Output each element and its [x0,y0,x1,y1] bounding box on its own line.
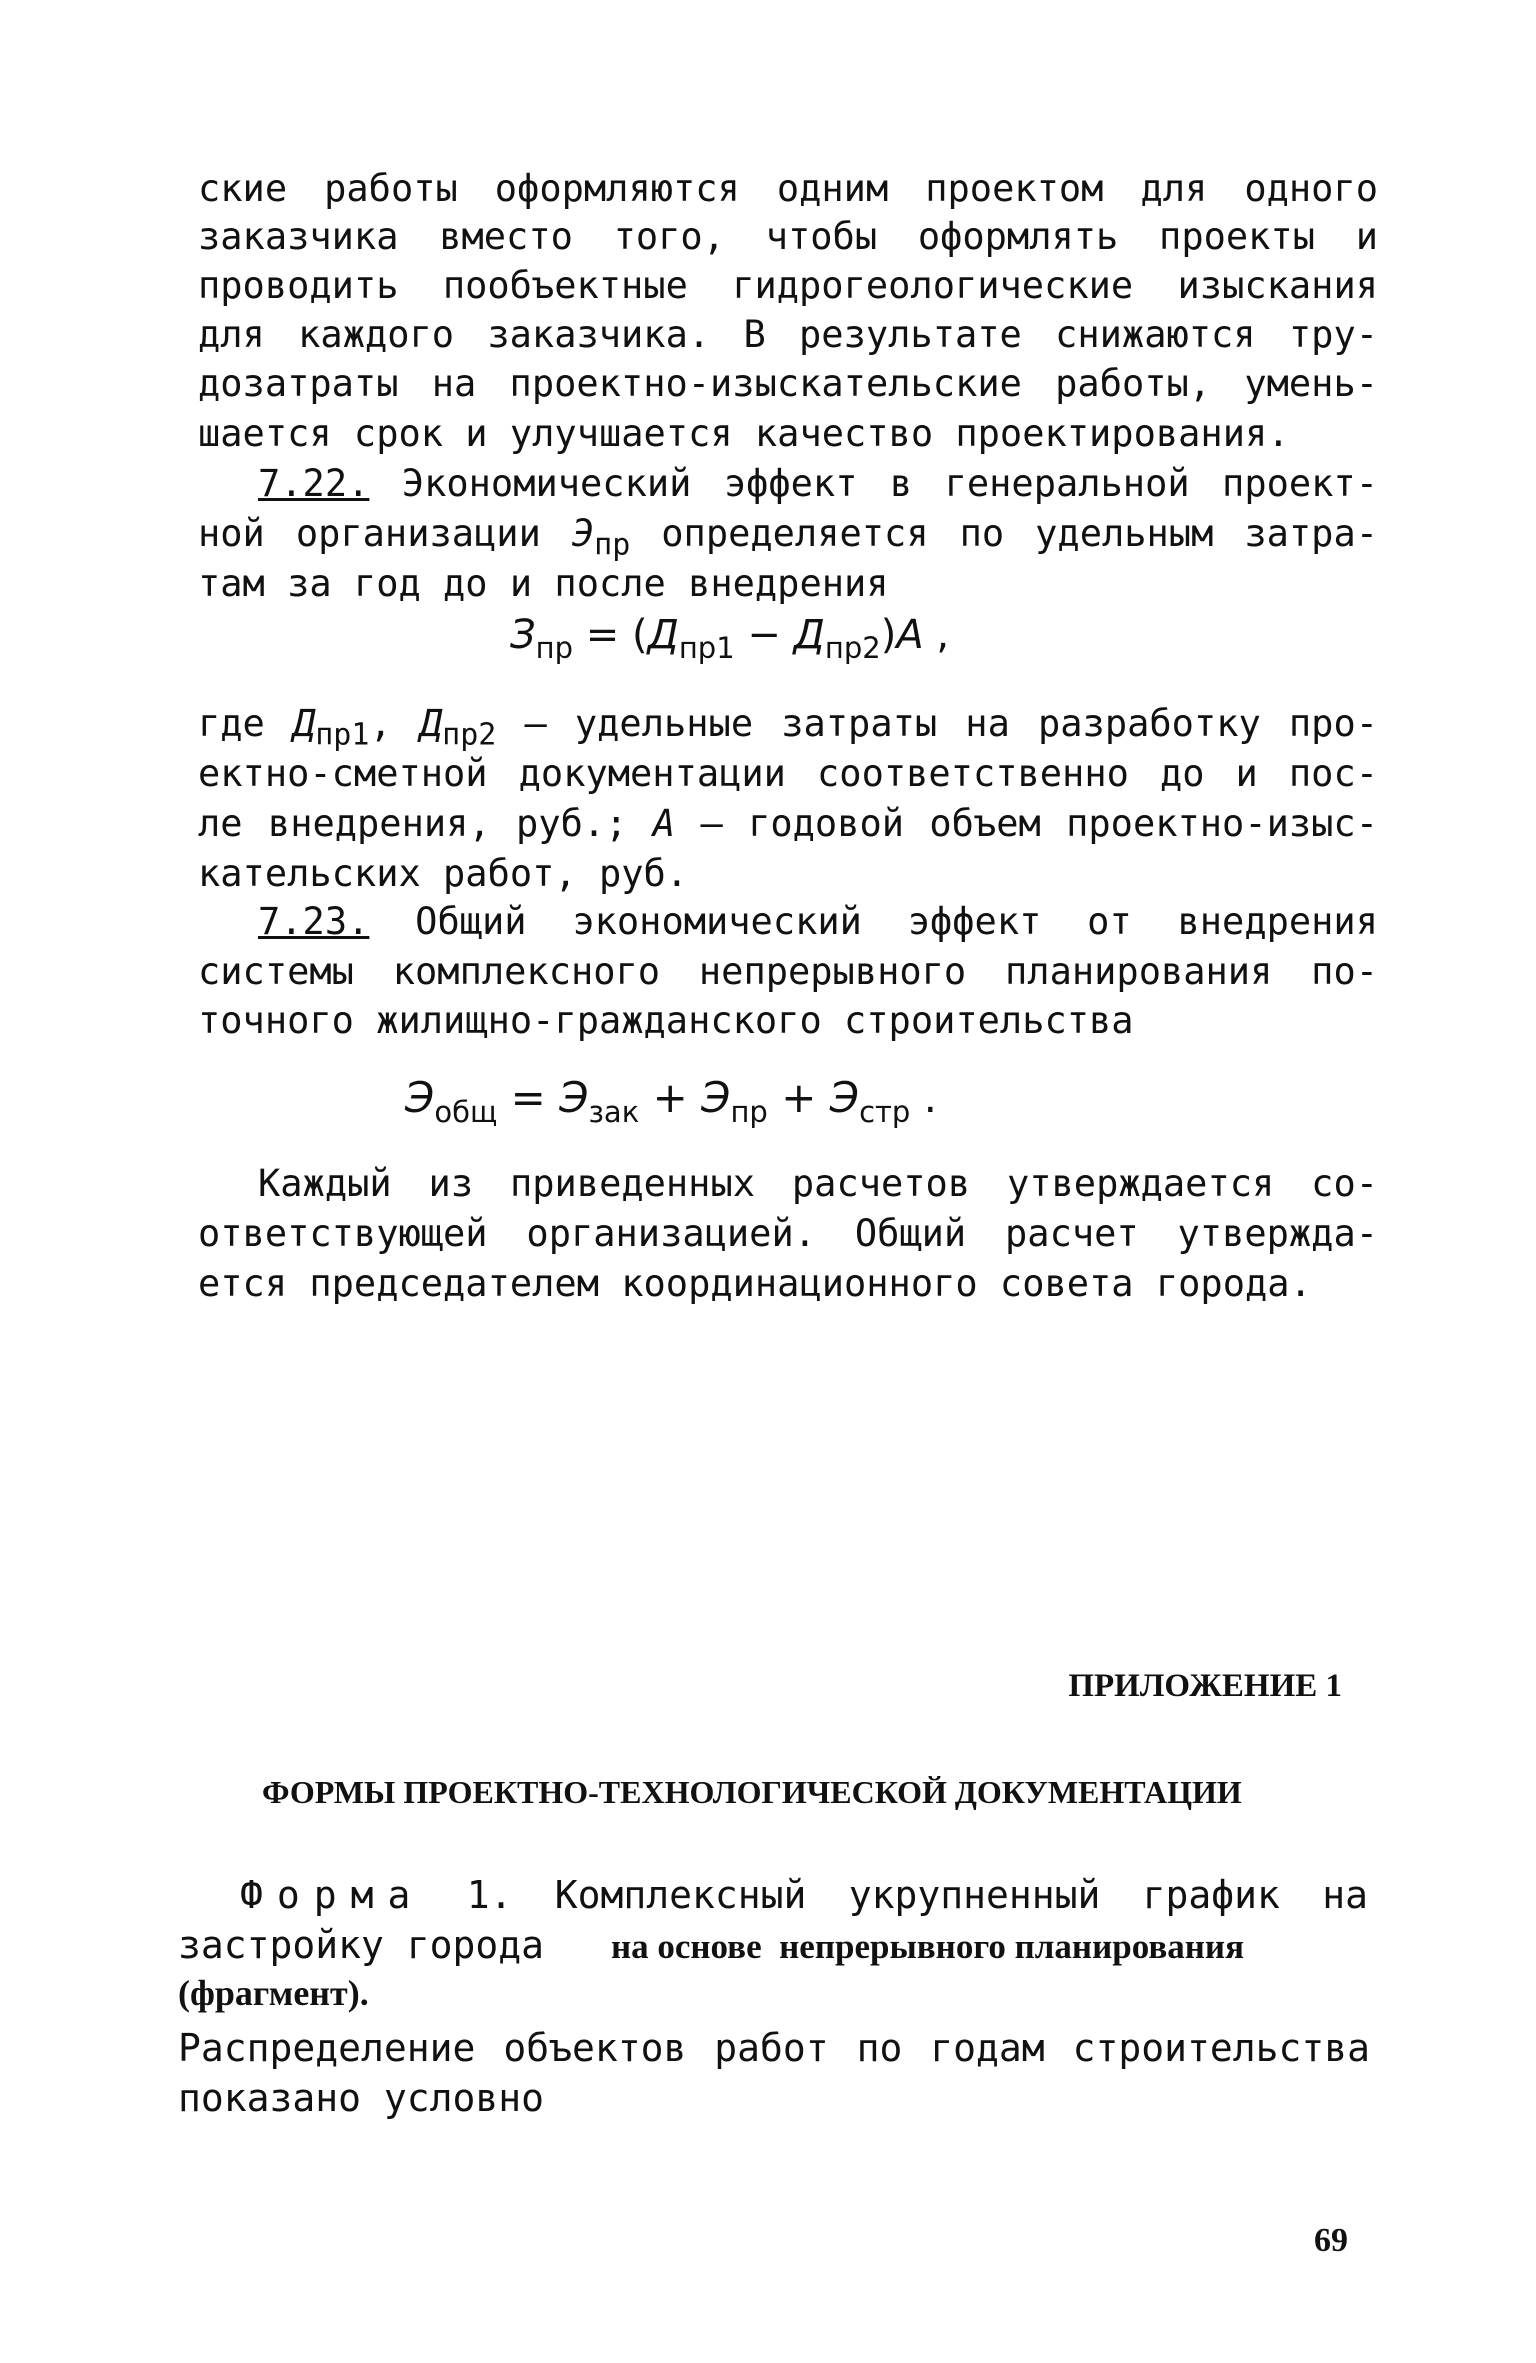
text-line: Каждый из приведенных расчетов утверждается со- [258,1162,1378,1205]
text-line: заказчика вместо того, чтобы оформлять проекты и [198,215,1378,258]
text-span: Экономический эффект в генеральной проект- [369,462,1378,505]
formula-subscript: пр [730,1095,768,1130]
formula-subscript: общ [434,1095,498,1130]
text-line: системы комплексного непрерывного планирования по- [198,950,1378,993]
text-span: Общий экономический эффект от внедрения [369,900,1378,943]
section-number: 7.23. [258,900,370,943]
text-span: (фрагмент). [178,1973,369,2013]
symbol-A: А [652,802,676,845]
text-line: ские работы оформляются одним проектом для одного [198,167,1378,210]
text-line: ектно-сметной документации соответственно до и пос- [198,752,1378,795]
text-span: застройку города [178,1923,567,1967]
symbol-subscript: пр [594,527,631,563]
formula-operator: = [497,1073,560,1122]
text-span: , [369,702,420,745]
formula-symbol: З [510,612,536,658]
text-span: ной организации [198,512,572,555]
symbol-E: Э [571,512,595,555]
appendix-title: ФОРМЫ ПРОЕКТНО-ТЕХНОЛОГИЧЕСКОЙ ДОКУМЕНТАЦИИ [262,1774,1242,1810]
page-number: 69 [1314,2222,1348,2259]
text-line: ответствующей организацией. Общий расчет утвержда- [198,1212,1378,1255]
symbol-subscript: пр2 [442,717,497,753]
formula-symbol: Э [829,1073,860,1122]
formula-expenses [510,612,949,665]
formula-symbol: Э [559,1073,589,1122]
formula-subscript: пр [535,631,574,666]
text-line: проводить пообъектные гидрогеологические изыскания [198,264,1378,307]
form-number: 1. [424,1873,513,1917]
text-span: где [198,702,293,745]
section-7-23-line-1 [198,898,1378,946]
formula-operator: − [734,612,794,658]
formula-symbol: Д [793,612,825,658]
text-span: – годовой объем проектно-изыс- [675,802,1378,845]
formula-operator: = ( [573,612,648,658]
text-line: шается срок и улучшается качество проектирования. [198,412,1290,455]
symbol-D: Д [419,702,443,745]
form-1-line-3 [178,1968,1368,2018]
text-line: кательских работ, руб. [198,852,689,895]
formula-subscript: зак [588,1095,640,1130]
formula-symbol: Э [701,1073,731,1122]
formula-subscript: пр1 [678,631,735,666]
formula-total-effect [405,1073,937,1129]
formula-symbol: Э [405,1073,435,1122]
formula-operator: , [923,612,950,658]
text-line: Распределение объектов работ по годам строительства [178,2026,1370,2070]
appendix-label: ПРИЛОЖЕНИЕ 1 [1068,1668,1342,1704]
text-line: дозатраты на проектно-изыскательские работы, умень- [198,362,1378,405]
text-span: – удельные затраты на разработку про- [496,702,1378,745]
form-1-line-1 [240,1870,1368,1920]
formula-operator: ) [880,612,897,658]
formula-subscript: пр2 [824,631,881,666]
formula-operator: + [639,1073,702,1122]
formula-symbol: Д [647,612,679,658]
formula-subscript: стр [859,1095,911,1130]
section-7-22-line-1 [198,460,1378,508]
formula-operator: + [767,1073,830,1122]
text-span: ле внедрения, руб.; [198,802,653,845]
text-line: там за год до и после внедрения [198,562,889,605]
formula-symbol: А [896,612,924,658]
section-number: 7.22. [258,462,370,505]
text-span: определяется по удельным затра- [630,512,1379,555]
form-1-line-2 [178,1920,1368,1972]
formula-operator: . [910,1073,938,1122]
symbol-D: Д [292,702,316,745]
text-span: Комплексный укрупненный график на [512,1873,1368,1917]
where-line-3 [198,800,1378,848]
text-span: на основе непрерывного планирования [610,1927,1245,1966]
text-line: для каждого заказчика. В результате снижаются тру- [198,313,1378,356]
text-line: точного жилищно-гражданского строительства [198,999,1134,1042]
text-line: ется председателем координационного совета города. [198,1262,1312,1305]
text-line: показано условно [178,2076,545,2120]
form-word: Форма [240,1873,425,1917]
symbol-subscript: пр1 [315,717,370,753]
